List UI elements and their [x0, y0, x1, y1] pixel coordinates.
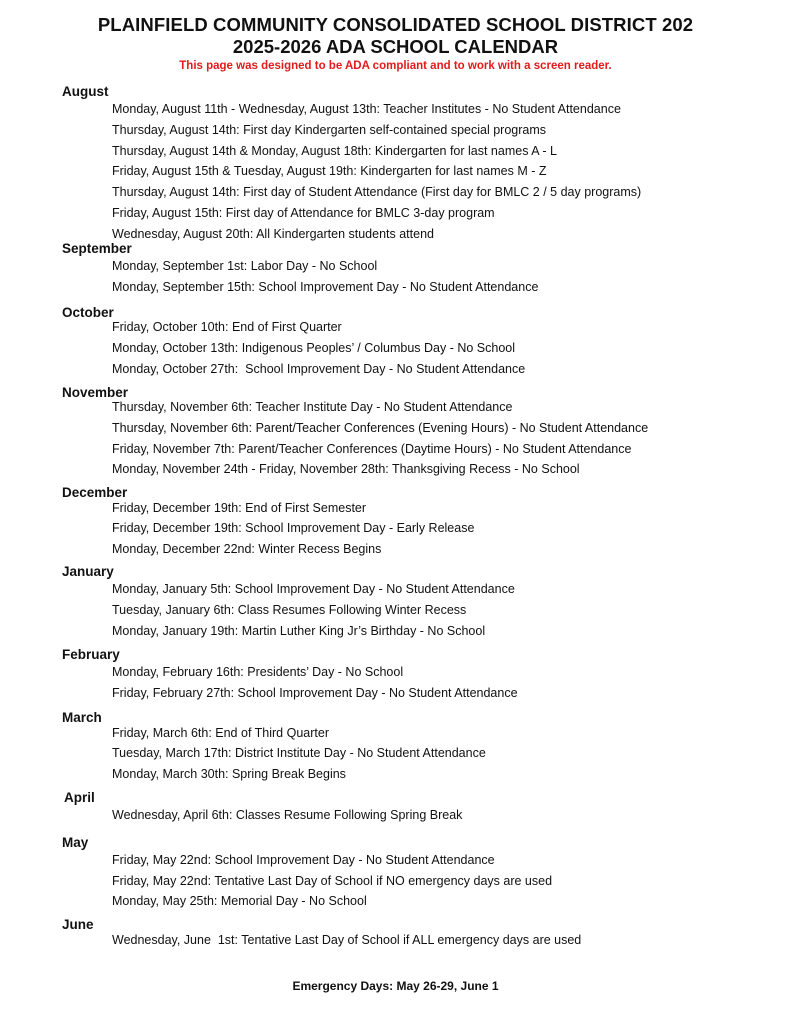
calendar-event: Thursday, November 6th: Teacher Institute Day - No Student Attendance	[112, 400, 513, 414]
calendar-event: Monday, October 27th: School Improvement Day - No Student Attendance	[112, 362, 526, 376]
calendar-title: 2025-2026 ADA SCHOOL CALENDAR	[232, 36, 559, 57]
calendar-event: Monday, September 15th: School Improvement Day - No Student Attendance	[112, 280, 539, 294]
calendar-event: Wednesday, June 1st: Tentative Last Day of School if ALL emergency days are used	[112, 933, 582, 947]
month-heading-november: November	[62, 385, 129, 400]
emergency-days-note: Emergency Days: May 26-29, June 1	[292, 979, 499, 993]
calendar-event: Thursday, August 14th: First day Kindergarten self-contained special programs	[112, 123, 547, 137]
district-title: PLAINFIELD COMMUNITY CONSOLIDATED SCHOOL DISTRICT 202	[97, 14, 694, 35]
month-heading-january: January	[62, 564, 114, 579]
calendar-event: Wednesday, August 20th: All Kindergarten students attend	[112, 227, 434, 241]
month-heading-march: March	[62, 710, 102, 725]
calendar-event: Tuesday, March 17th: District Institute Day - No Student Attendance	[112, 746, 486, 760]
calendar-event: Monday, May 25th: Memorial Day - No School	[112, 894, 367, 908]
calendar-event: Friday, May 22nd: Tentative Last Day of School if NO emergency days are used	[112, 874, 553, 888]
month-heading-april: April	[64, 790, 95, 805]
calendar-event: Monday, December 22nd: Winter Recess Begins	[112, 542, 382, 556]
calendar-event: Tuesday, January 6th: Class Resumes Following Winter Recess	[112, 603, 467, 617]
calendar-event: Friday, August 15th: First day of Attendance for BMLC 3-day program	[112, 206, 495, 220]
calendar-event: Friday, August 15th & Tuesday, August 19th: Kindergarten for last names M - Z	[112, 164, 547, 178]
calendar-event: Monday, January 5th: School Improvement Day - No Student Attendance	[112, 582, 515, 596]
calendar-event: Friday, March 6th: End of Third Quarter	[112, 726, 329, 740]
calendar-event: Wednesday, April 6th: Classes Resume Following Spring Break	[112, 808, 463, 822]
calendar-event: Friday, February 27th: School Improvement Day - No Student Attendance	[112, 686, 518, 700]
month-heading-february: February	[62, 647, 120, 662]
calendar-event: Monday, October 13th: Indigenous Peoples’ / Columbus Day - No School	[112, 341, 515, 355]
calendar-event: Monday, February 16th: Presidents’ Day - No School	[112, 665, 404, 679]
month-heading-october: October	[62, 305, 114, 320]
month-heading-june: June	[62, 917, 94, 932]
calendar-event: Friday, October 10th: End of First Quarter	[112, 320, 342, 334]
calendar-event: Friday, May 22nd: School Improvement Day - No Student Attendance	[112, 853, 495, 867]
calendar-event: Thursday, August 14th: First day of Student Attendance (First day for BMLC 2 / 5 day programs)	[112, 185, 642, 199]
calendar-event: Thursday, August 14th & Monday, August 18th: Kindergarten for last names A - L	[112, 144, 557, 158]
calendar-event: Monday, August 11th - Wednesday, August 13th: Teacher Institutes - No Student Attendance	[112, 102, 621, 116]
calendar-event: Monday, March 30th: Spring Break Begins	[112, 767, 346, 781]
calendar-event: Monday, January 19th: Martin Luther King Jr’s Birthday - No School	[112, 624, 486, 638]
calendar-event: Monday, November 24th - Friday, November 28th: Thanksgiving Recess - No School	[112, 462, 580, 476]
calendar-event: Thursday, November 6th: Parent/Teacher Conferences (Evening Hours) - No Student Attendance	[112, 421, 649, 435]
calendar-event: Friday, December 19th: End of First Semester	[112, 501, 367, 515]
month-heading-may: May	[62, 835, 89, 850]
calendar-event: Friday, December 19th: School Improvement Day - Early Release	[112, 521, 475, 535]
calendar-event: Friday, November 7th: Parent/Teacher Conferences (Daytime Hours) - No Student Attendance	[112, 442, 632, 456]
month-heading-september: September	[62, 241, 132, 256]
calendar-event: Monday, September 1st: Labor Day - No School	[112, 259, 378, 273]
month-heading-december: December	[62, 485, 128, 500]
month-heading-august: August	[62, 84, 109, 99]
ada-compliance-note: This page was designed to be ADA compliant and to work with a screen reader.	[179, 60, 612, 72]
